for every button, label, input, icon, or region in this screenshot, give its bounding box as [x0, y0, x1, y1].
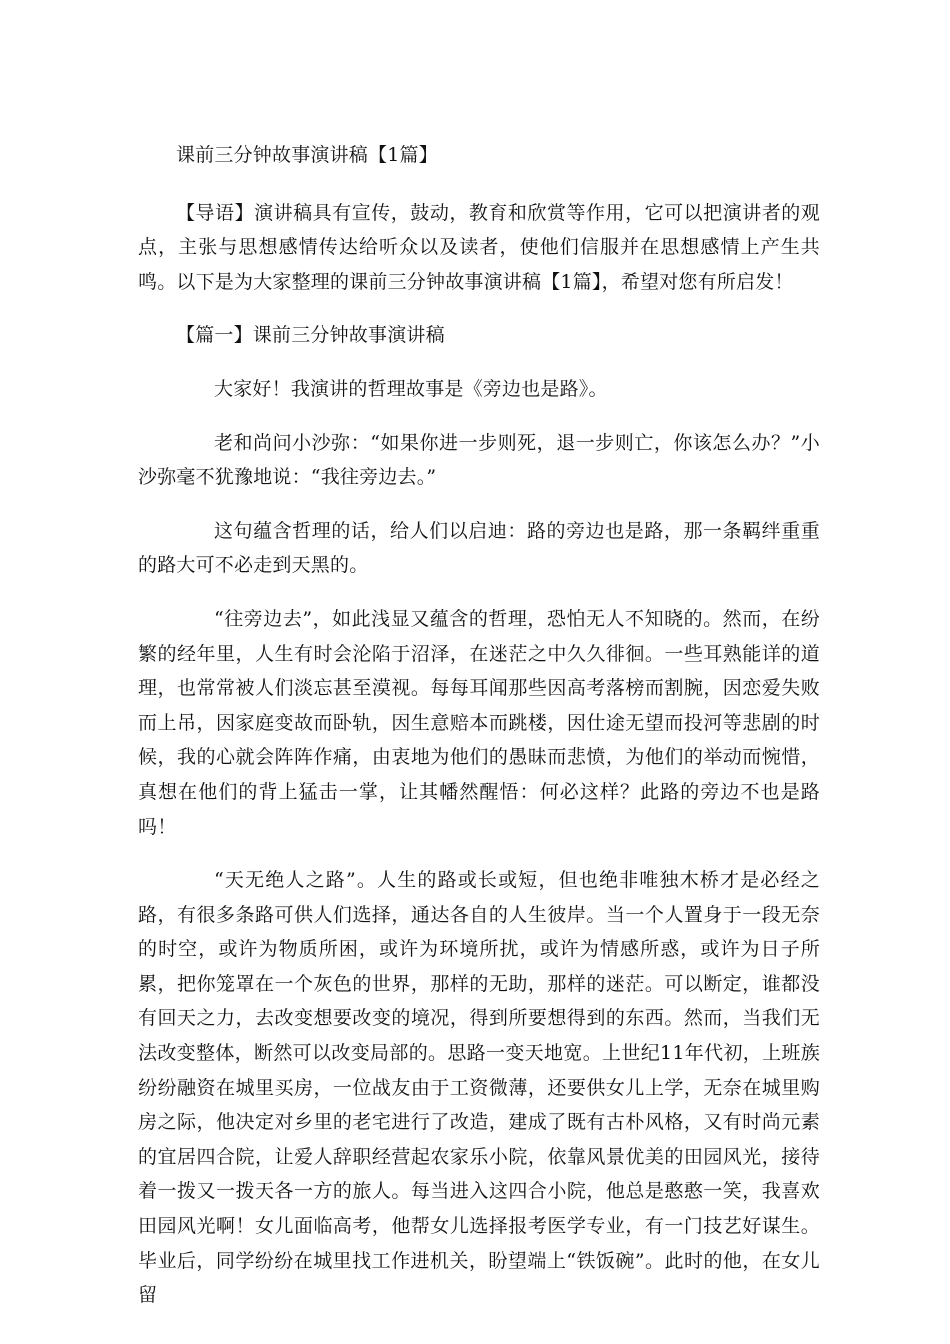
intro-paragraph: 【导语】演讲稿具有宣传，鼓动，教育和欣赏等作用，它可以把演讲者的观点，主张与思想感情传达给听众以及读者，使他们信服并在思想感情上产生共鸣。以下是为大家整理的课前三分钟故事演讲稿【1篇】，希望对您有所启发！ [138, 201, 820, 293]
body-paragraph-1: 大家好！我演讲的哲理故事是《旁边也是路》。 [214, 377, 608, 400]
document-page [138, 138, 820, 1313]
body-paragraph-4: “往旁边去”，如此浅显又蕴含的哲理，恐怕无人不知晓的。然而，在纷繁的经年里，人生有时会沦陷于沼泽，在迷茫之中久久徘徊。一些耳熟能详的道理，也常常被人们淡忘甚至漠视。每每耳闻那些因高考落榜而割腕，因恋爱失败而上吊，因家庭变故而卧轨，因生意赔本而跳楼，因仕途无望而投河等悲剧的时候，我的心就会阵阵作痛，由衷地为他们的愚昧而悲愤，为他们的举动而惋惜，真想在他们的背上猛击一掌，让其幡然醒悟：何必这样？此路的旁边不也是路吗！ [138, 607, 820, 838]
body-paragraph-3: 这句蕴含哲理的话，给人们以启迪：路的旁边也是路，那一条羁绊重重的路大可不必走到天黑的。 [138, 519, 820, 577]
document-title: 课前三分钟故事演讲稿【1篇】 [176, 144, 438, 166]
section-heading: 【篇一】课前三分钟故事演讲稿 [176, 324, 445, 347]
body-paragraph-2: 老和尚问小沙弥：“如果你进一步则死，退一步则亡，你该怎么办？”小沙弥毫不犹豫地说：“我往旁边去。” [138, 431, 820, 489]
body-paragraph-5: “天无绝人之路”。人生的路或长或短，但也绝非唯独木桥才是必经之路，有很多条路可供人们选择，通达各自的人生彼岸。当一个人置身于一段无奈的时空，或许为物质所困，或许为环境所扰，或许为情感所惑，或许为日子所累，把你笼罩在一个灰色的世界，那样的无助，那样的迷茫。可以断定，谁都没有回天之力，去改变想要改变的境况，得到所要想得到的东西。然而，当我们无法改变整体，断然可以改变局部的。思路一变天地宽。上世纪11年代初，上班族纷纷融资在城里买房，一位战友由于工资微薄，还要供女儿上学，无奈在城里购房之际，他决定对乡里的老宅进行了改造，建成了既有古朴风格，又有时尚元素的宜居四合院，让爱人辞职经营起农家乐小院，依靠风景优美的田园风光，接待着一拨又一拨天各一方的旅人。每当进入这四合小院，他总是憨憨一笑，我喜欢田园风光啊！女儿面临高考，他帮女儿选择报考医学专业，有一门技艺好谋生。毕业后，同学纷纷在城里找工作进机关，盼望端上“铁饭碗”。此时的他，在女儿留 [138, 869, 820, 1307]
